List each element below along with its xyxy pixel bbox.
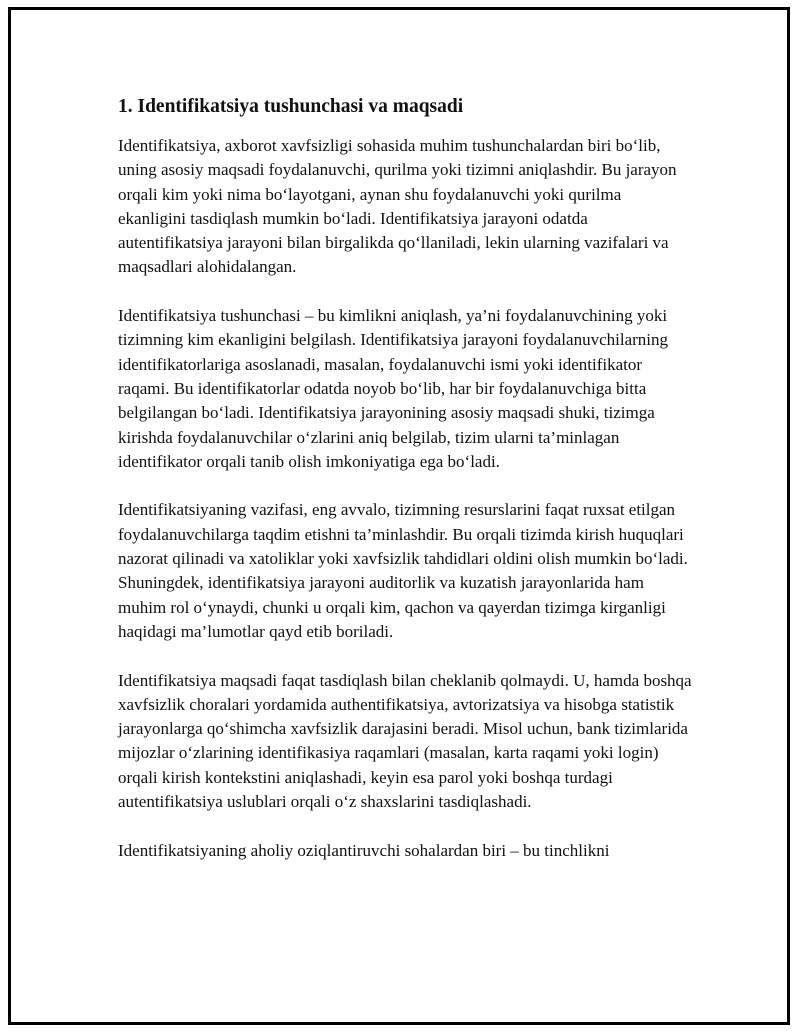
section-heading: 1. Identifikatsiya tushunchasi va maqsadi	[118, 96, 464, 117]
paragraph-3: Identifikatsiyaning vazifasi, eng avvalo, tizimning resurslarini faqat ruxsat etilgan foydalanuvchilarga taqdim etishni ta’minlashdir. Bu orqali tizimda kirish huquqlari nazorat qilinadi va xatoliklar yoki xavfsizlik tahdidlari oldini olish mumkin bo‘ladi. Shuningdek, identifikatsiya jarayoni auditorlik va kuzatish jarayonlarida ham muhim rol o‘ynaydi, chunki u orqali kim, qachon va qayerdan tizimga kirganligi haqidagi ma’lumotlar qayd etib boriladi.	[118, 500, 688, 641]
paragraph-1: Identifikatsiya, axborot xavfsizligi sohasida muhim tushunchalardan biri bo‘lib, uning asosiy maqsadi foydalanuvchi, qurilma yoki tizimni aniqlashdir. Bu jarayon orqali kim yoki nima bo‘layotgani, aynan shu foydalanuvchi yoki qurilma ekanligini tasdiqlash mumkin bo‘ladi. Identifikatsiya jarayoni odatda autentifikatsiya jarayoni bilan birgalikda qo‘llaniladi, lekin ularning vazifalari va maqsadlari alohidalangan.	[118, 136, 677, 277]
paragraph-5: Identifikatsiyaning aholiy oziqlantiruvchi sohalardan biri – bu tinchlikni	[118, 840, 610, 860]
document-body	[118, 94, 693, 887]
paragraph-2: Identifikatsiya tushunchasi – bu kimlikni aniqlash, ya’ni foydalanuvchining yoki tizimning kim ekanligini belgilash. Identifikatsiya jarayoni foydalanuvchilarning identifikatorlariga asoslanadi, masalan, foydalanuvchi ismi yoki identifikator raqami. Bu identifikatorlar odatda noyob bo‘lib, har bir foydalanuvchiga bitta belgilangan bo‘ladi. Identifikatsiya jarayonining asosiy maqsadi shuki, tizimga kirishda foydalanuvchilar o‘zlarini aniq belgilab, tizim ularni ta’minlagan identifikator orqali tanib olish imkoniyatiga ega bo‘ladi.	[118, 306, 669, 471]
paragraph-4: Identifikatsiya maqsadi faqat tasdiqlash bilan cheklanib qolmaydi. U, hamda boshqa xavfsizlik choralari yordamida authentifikatsiya, avtorizatsiya va hisobga statistik jarayonlarga qo‘shimcha xavfsizlik darajasini beradi. Misol uchun, bank tizimlarida mijozlar o‘zlarining identifikasiya raqamlari (masalan, karta raqami yoki login) orqali kirish kontekstini aniqlashadi, keyin esa parol yoki boshqa turdagi autentifikatsiya uslublari orqali o‘z shaxslarini tasdiqlashadi.	[118, 670, 692, 812]
